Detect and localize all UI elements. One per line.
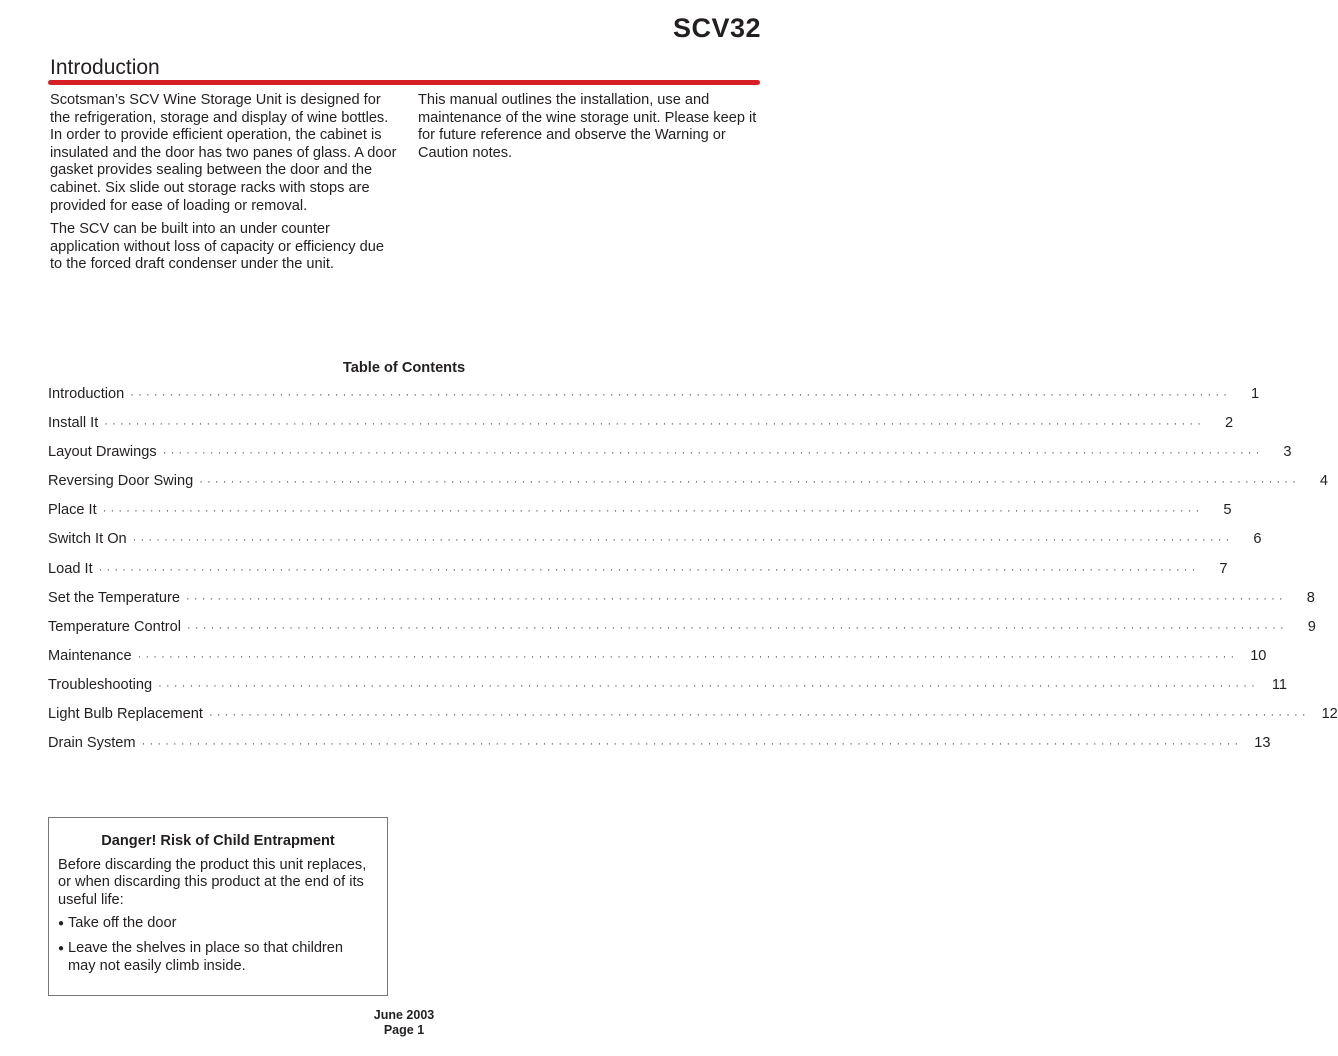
toc-dot-leader: ············································································································································ [102, 505, 1204, 518]
toc-entry[interactable] [48, 444, 1292, 473]
toc-dot-leader: ············································································································································ [130, 389, 1232, 401]
intro-paragraph: Scotsman’s SCV Wine Storage Unit is designed for the refrigeration, storage and display of wine bottles. In order to provide efficient operation, the cabinet is insulated and the door has two panes of glass. A door gasket provides sealing between the door and the cabinet. Six slide out storage racks with stops are provided for ease of loading or removal. [50, 92, 397, 214]
toc-entry-label: Temperature Control [48, 618, 182, 635]
table-of-contents [48, 386, 1338, 764]
toc-entry-label: Install It [48, 415, 99, 432]
toc-entry-page: 10 [1250, 647, 1267, 664]
warning-body: Before discarding the product this unit replaces, or when discarding this product at the end of its useful life: [58, 856, 367, 908]
toc-entry-page: 2 [1225, 415, 1234, 432]
footer-page-number: Page 1 [383, 1023, 425, 1037]
toc-entry-page: 5 [1223, 502, 1232, 519]
toc-entry-page: 8 [1306, 589, 1315, 606]
toc-entry-label: Load It [48, 560, 93, 577]
toc-dot-leader: ············································································································································ [141, 738, 1243, 751]
toc-dot-leader: ············································································································································ [208, 709, 1310, 722]
model-number: SCV32 [672, 13, 761, 43]
toc-entry[interactable] [48, 386, 1260, 415]
toc-entry[interactable] [48, 502, 1232, 531]
toc-entry-page: 12 [1321, 706, 1338, 723]
toc-entry-page: 3 [1283, 444, 1292, 461]
toc-entry[interactable] [48, 618, 1316, 648]
toc-entry[interactable] [48, 647, 1267, 677]
toc-entry[interactable] [48, 560, 1228, 590]
footer-date: June 2003 [373, 1008, 435, 1022]
list-item [58, 915, 387, 933]
toc-dot-leader: ············································································································································ [187, 621, 1288, 634]
toc-entry-label: Switch It On [48, 531, 127, 548]
toc-entry[interactable] [48, 735, 1271, 764]
toc-entry-label: Set the Temperature [48, 589, 180, 606]
warning-item: Leave the shelves in place so that children may not easily climb inside. [68, 939, 344, 974]
toc-entry-page: 11 [1271, 676, 1287, 693]
toc-entry[interactable] [48, 676, 1287, 706]
toc-dot-leader: ············································································································································ [137, 650, 1239, 663]
page-footer [0, 1008, 808, 1038]
toc-dot-leader: ············································································································································ [132, 534, 1234, 547]
toc-dot-leader: ············································································································································ [98, 563, 1200, 576]
toc-title: Table of Contents [342, 360, 466, 376]
toc-dot-leader: ············································································································································ [162, 447, 1264, 460]
bullet-icon: ● [58, 918, 65, 930]
toc-entry[interactable] [48, 531, 1262, 560]
toc-entry[interactable] [48, 589, 1315, 619]
toc-entry[interactable] [48, 473, 1329, 502]
header-rule [48, 80, 760, 85]
section-title: Introduction [50, 56, 160, 79]
toc-entry-page: 1 [1250, 386, 1260, 402]
toc-entry-label: Maintenance [48, 647, 132, 664]
toc-dot-leader: ············································································································································ [199, 476, 1301, 489]
toc-entry[interactable] [48, 415, 1234, 444]
toc-entry-page: 9 [1307, 618, 1316, 635]
toc-entry[interactable] [48, 706, 1338, 735]
toc-entry-label: Place It [48, 502, 97, 519]
toc-dot-leader: ············································································································································ [158, 679, 1259, 692]
toc-entry-label: Light Bulb Replacement [48, 706, 203, 723]
bullet-icon: ● [58, 942, 65, 954]
intro-paragraph: The SCV can be built into an under counter application without loss of capacity or efficiency due to the forced draft condenser under the unit. [50, 221, 384, 273]
toc-entry-page: 7 [1219, 560, 1228, 577]
intro-left-column [50, 92, 398, 280]
warning-list [58, 915, 387, 975]
warning-item: Take off the door [68, 915, 177, 932]
toc-entry-label: Troubleshooting [48, 676, 153, 693]
toc-entry-label: Reversing Door Swing [48, 473, 194, 490]
intro-paragraph: This manual outlines the installation, use and maintenance of the wine storage unit. Please keep it for future reference and observe the Warning or Caution notes. [418, 92, 757, 161]
toc-entry-page: 6 [1253, 531, 1262, 548]
toc-entry-label: Layout Drawings [48, 444, 157, 461]
toc-entry-label: Drain System [48, 735, 136, 752]
child-entrapment-warning [48, 817, 388, 996]
toc-entry-page: 13 [1254, 735, 1271, 752]
toc-dot-leader: ············································································································································ [104, 418, 1206, 431]
toc-dot-leader: ············································································································································ [185, 592, 1287, 605]
warning-title: Danger! Risk of Child Entrapment [101, 833, 335, 849]
toc-entry-page: 4 [1319, 473, 1329, 490]
intro-right-column [418, 92, 760, 168]
list-item [58, 940, 387, 975]
toc-entry-label: Introduction [48, 386, 125, 402]
